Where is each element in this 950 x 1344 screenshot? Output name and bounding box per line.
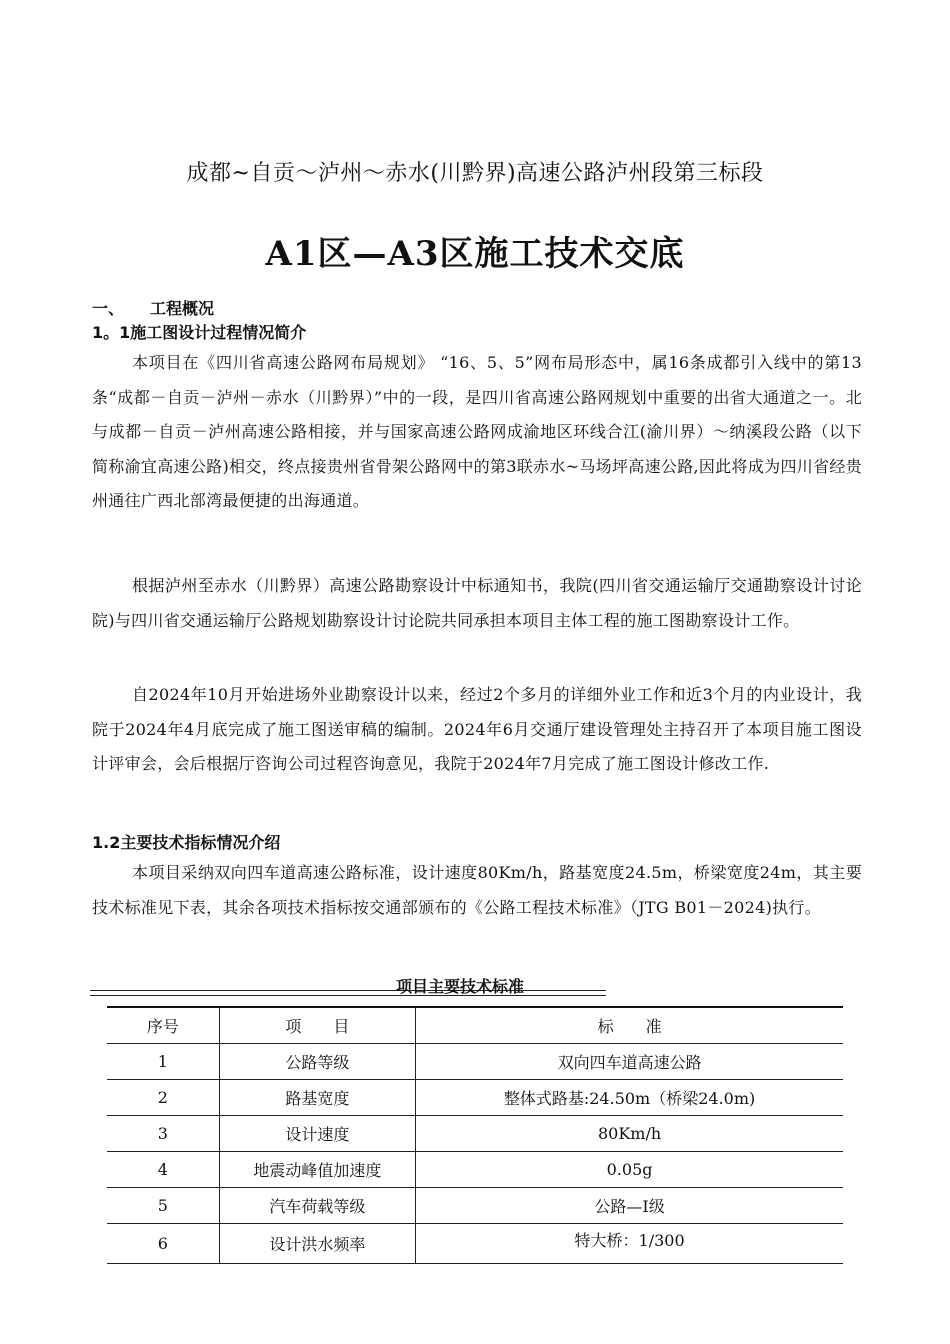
table-header-row bbox=[107, 1007, 843, 1044]
row-item: 路基宽度 bbox=[219, 1080, 415, 1116]
technical-standards-table bbox=[107, 1006, 843, 1264]
header-item: 项 目 bbox=[219, 1007, 415, 1044]
header-index: 序号 bbox=[107, 1007, 219, 1044]
row-item: 设计洪水频率 bbox=[219, 1224, 415, 1264]
table-caption-text: 项目主要技术标准 bbox=[396, 977, 525, 996]
row-index: 3 bbox=[107, 1116, 219, 1152]
section-1-heading bbox=[92, 296, 214, 319]
row-standard: 公路—I级 bbox=[416, 1188, 843, 1224]
section-1-title: 工程概况 bbox=[150, 299, 215, 318]
row-index: 1 bbox=[107, 1044, 219, 1080]
paragraph-2: 根据泸州至赤水（川黔界）高速公路勘察设计中标通知书，我院(四川省交通运输厅交通勘察设计讨论院)与四川省交通运输厅公路规划勘察设计讨论院共同承担本项目主体工程的施工图勘察设计工作。 bbox=[92, 576, 862, 630]
table-row bbox=[107, 1044, 843, 1080]
caption-double-rule bbox=[90, 990, 606, 996]
row-item: 设计速度 bbox=[219, 1116, 415, 1152]
row-item: 地震动峰值加速度 bbox=[219, 1152, 415, 1188]
row-index: 2 bbox=[107, 1080, 219, 1116]
table-caption bbox=[90, 974, 606, 996]
paragraph-1: 本项目在《四川省高速公路网布局规划》 “16、5、5”网布局形态中，属16条成都引入线中的第13条“成都－自贡－泸州－赤水（川黔界）”中的一段，是四川省高速公路网规划中重要的出省大通道之一。北与成都－自贡－泸州高速公路相接，并与国家高速公路网成渝地区环线合江(渝川界）～纳溪段公路（以下简称渝宜高速公路)相交，终点接贵州省骨架公路网中的第3联赤水~马场坪高速公路,因此将成为四川省经贵州通往广西北部湾最便捷的出海通道。 bbox=[92, 353, 862, 510]
document-subtitle: 成都~自贡～泸州～赤水(川黔界)高速公路泸州段第三标段 bbox=[186, 161, 764, 186]
row-index: 5 bbox=[107, 1188, 219, 1224]
header-standard: 标 准 bbox=[416, 1007, 843, 1044]
section-1-number: 一、 bbox=[92, 299, 125, 318]
row-standard: 双向四车道高速公路 bbox=[416, 1044, 843, 1080]
row-item: 公路等级 bbox=[219, 1044, 415, 1080]
paragraph-3: 自2024年10月开始进场外业勘察设计以来，经过2个多月的详细外业工作和近3个月的内业设计，我院于2024年4月底完成了施工图送审稿的编制。2024年6月交通厅建设管理处主持召开了本项目施工图设计评审会，会后根据厅咨询公司过程咨询意见，我院于2024年7月完成了施工图设计修改工作. bbox=[92, 685, 862, 773]
table-row bbox=[107, 1080, 843, 1116]
row-standard: 80Km/h bbox=[416, 1116, 843, 1152]
section-1-2-heading: 1.2主要技术指标情况介绍 bbox=[92, 833, 281, 852]
row-item: 汽车荷载等级 bbox=[219, 1188, 415, 1224]
table-row bbox=[107, 1152, 843, 1188]
row-index: 6 bbox=[107, 1224, 219, 1264]
table-row bbox=[107, 1224, 843, 1264]
row-standard: 整体式路基:24.50m（桥梁24.0m) bbox=[416, 1080, 843, 1116]
row-index: 4 bbox=[107, 1152, 219, 1188]
table-row bbox=[107, 1116, 843, 1152]
document-title: A1区—A3区施工技术交底 bbox=[265, 234, 685, 274]
row-standard: 特大桥：1/300 bbox=[416, 1224, 843, 1264]
paragraph-4: 本项目采纳双向四车道高速公路标准，设计速度80Km/h，路基宽度24.5m，桥梁宽度24m，其主要技术标准见下表，其余各项技术指标按交通部颁布的《公路工程技术标准》（JTG B01－2024)执行。 bbox=[92, 863, 862, 917]
table-row bbox=[107, 1188, 843, 1224]
row-standard: 0.05g bbox=[416, 1152, 843, 1188]
section-1-1-heading: 1。1施工图设计过程情况简介 bbox=[92, 323, 307, 342]
